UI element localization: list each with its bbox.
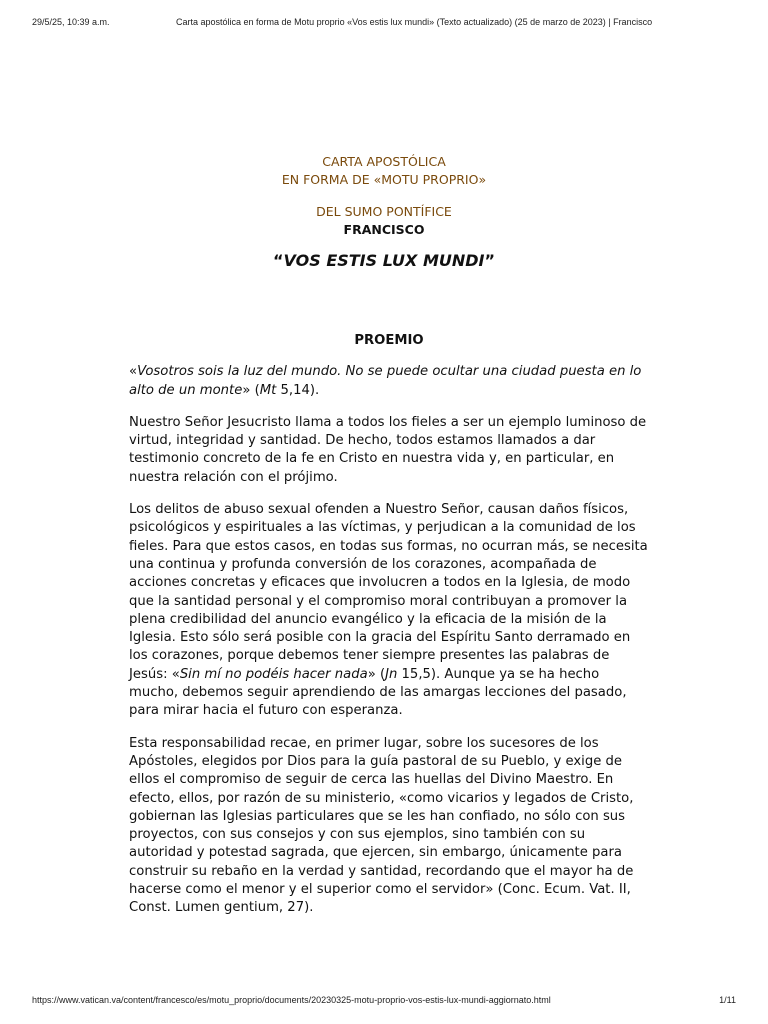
p1-close: » (: [242, 382, 260, 398]
document-body: [129, 332, 649, 932]
paragraph-3: [129, 501, 649, 721]
p1-ref-book: Mt: [259, 382, 277, 398]
p3-text-a: Los delitos de abuso sexual ofenden a Nuestro Señor, causan daños físicos, psicológicos y espirituales a las víctimas, y perjudican a la comunidad de los fieles. Para que estos casos, en todas sus formas, no ocurran más, se necesita una continua y profunda conversión de los corazones, acompañada de acciones concretas y eficaces que involucren a todos en la Iglesia, de modo que la santidad personal y el compromiso moral contribuyan a promover la plena credibilidad del anuncio evangélico y la eficacia de la misión de la Iglesia. Esto sólo será posible con la gracia del Espíritu Santo derramado en los corazones, porque debemos tener siempre presentes las palabras de Jesús: «: [129, 502, 648, 682]
p1-ref-rest: 5,14).: [276, 382, 320, 398]
print-page-number: 1/11: [719, 995, 736, 1005]
heading-line-motu-proprio: EN FORMA DE «MOTU PROPRIO»: [281, 172, 487, 187]
p3-close: » (: [367, 666, 386, 682]
p3-quote: Sin mí no podéis hacer nada: [179, 666, 368, 682]
print-date: 29/5/25, 10:39 a.m.: [32, 17, 110, 27]
title-open-quote: “: [273, 251, 284, 270]
print-url: https://www.vatican.va/content/francesco/es/motu_proprio/documents/20230325-motu-proprio-vos-estis-lux-mundi-aggiornato.html: [32, 995, 551, 1005]
heading-author: FRANCISCO: [343, 222, 425, 237]
p1-quote: Vosotros sois la luz del mundo. No se puede ocultar una ciudad puesta en lo alto de un monte: [129, 364, 642, 398]
p3-text-b: 15,5). Aunque ya se ha hecho mucho, debemos seguir aprendiendo de las amargas lecciones del pasado, para mirar hacia el futuro con esperanza.: [129, 666, 627, 719]
print-header: [32, 17, 736, 31]
heading-line-pontifice: DEL SUMO PONTÍFICE: [316, 204, 452, 219]
paragraph-4: Esta responsabilidad recae, en primer lugar, sobre los sucesores de los Apóstoles, elegidos por Dios para la guía pastoral de su Pueblo, y exige de ellos el compromiso de seguir de cerca las huellas del Divino Maestro. En efecto, ellos, por razón de su ministerio, «como vicarios y legados de Cristo, gobiernan las Iglesias particulares que se les han confiado, no sólo con sus proyectos, con sus consejos y con sus ejemplos, sino también con su autoridad y potestad sagrada, que ejercen, sin embargo, únicamente para construir su rebaño en la verdad y santidad, recordando que el mayor ha de hacerse como el menor y el superior como el servidor» (Conc. Ecum. Vat. II, Const. Lumen gentium, 27).: [129, 735, 634, 916]
title-text: VOS ESTIS LUX MUNDI: [283, 251, 485, 270]
paragraph-1: [129, 363, 649, 400]
document-title: [0, 251, 768, 270]
title-close-quote: ”: [484, 251, 495, 270]
p1-open-quote: «: [129, 364, 138, 380]
paragraph-2: Nuestro Señor Jesucristo llama a todos los fieles a ser un ejemplo luminoso de virtud, integridad y santidad. De hecho, todos estamos llamados a dar testimonio concreto de la fe en Cristo en nuestra vida y, en particular, en nuestra relación con el prójimo.: [129, 414, 647, 485]
document-heading: [0, 153, 768, 239]
print-page-title: Carta apostólica en forma de Motu proprio «Vos estis lux mundi» (Texto actualizado) (25 de marzo de 2023) | Francisco: [176, 17, 653, 27]
heading-line-carta: CARTA APOSTÓLICA: [322, 154, 446, 169]
p3-ref-book: Jn: [385, 666, 398, 682]
print-footer: [32, 995, 736, 1009]
section-title-proemio: PROEMIO: [354, 333, 424, 348]
